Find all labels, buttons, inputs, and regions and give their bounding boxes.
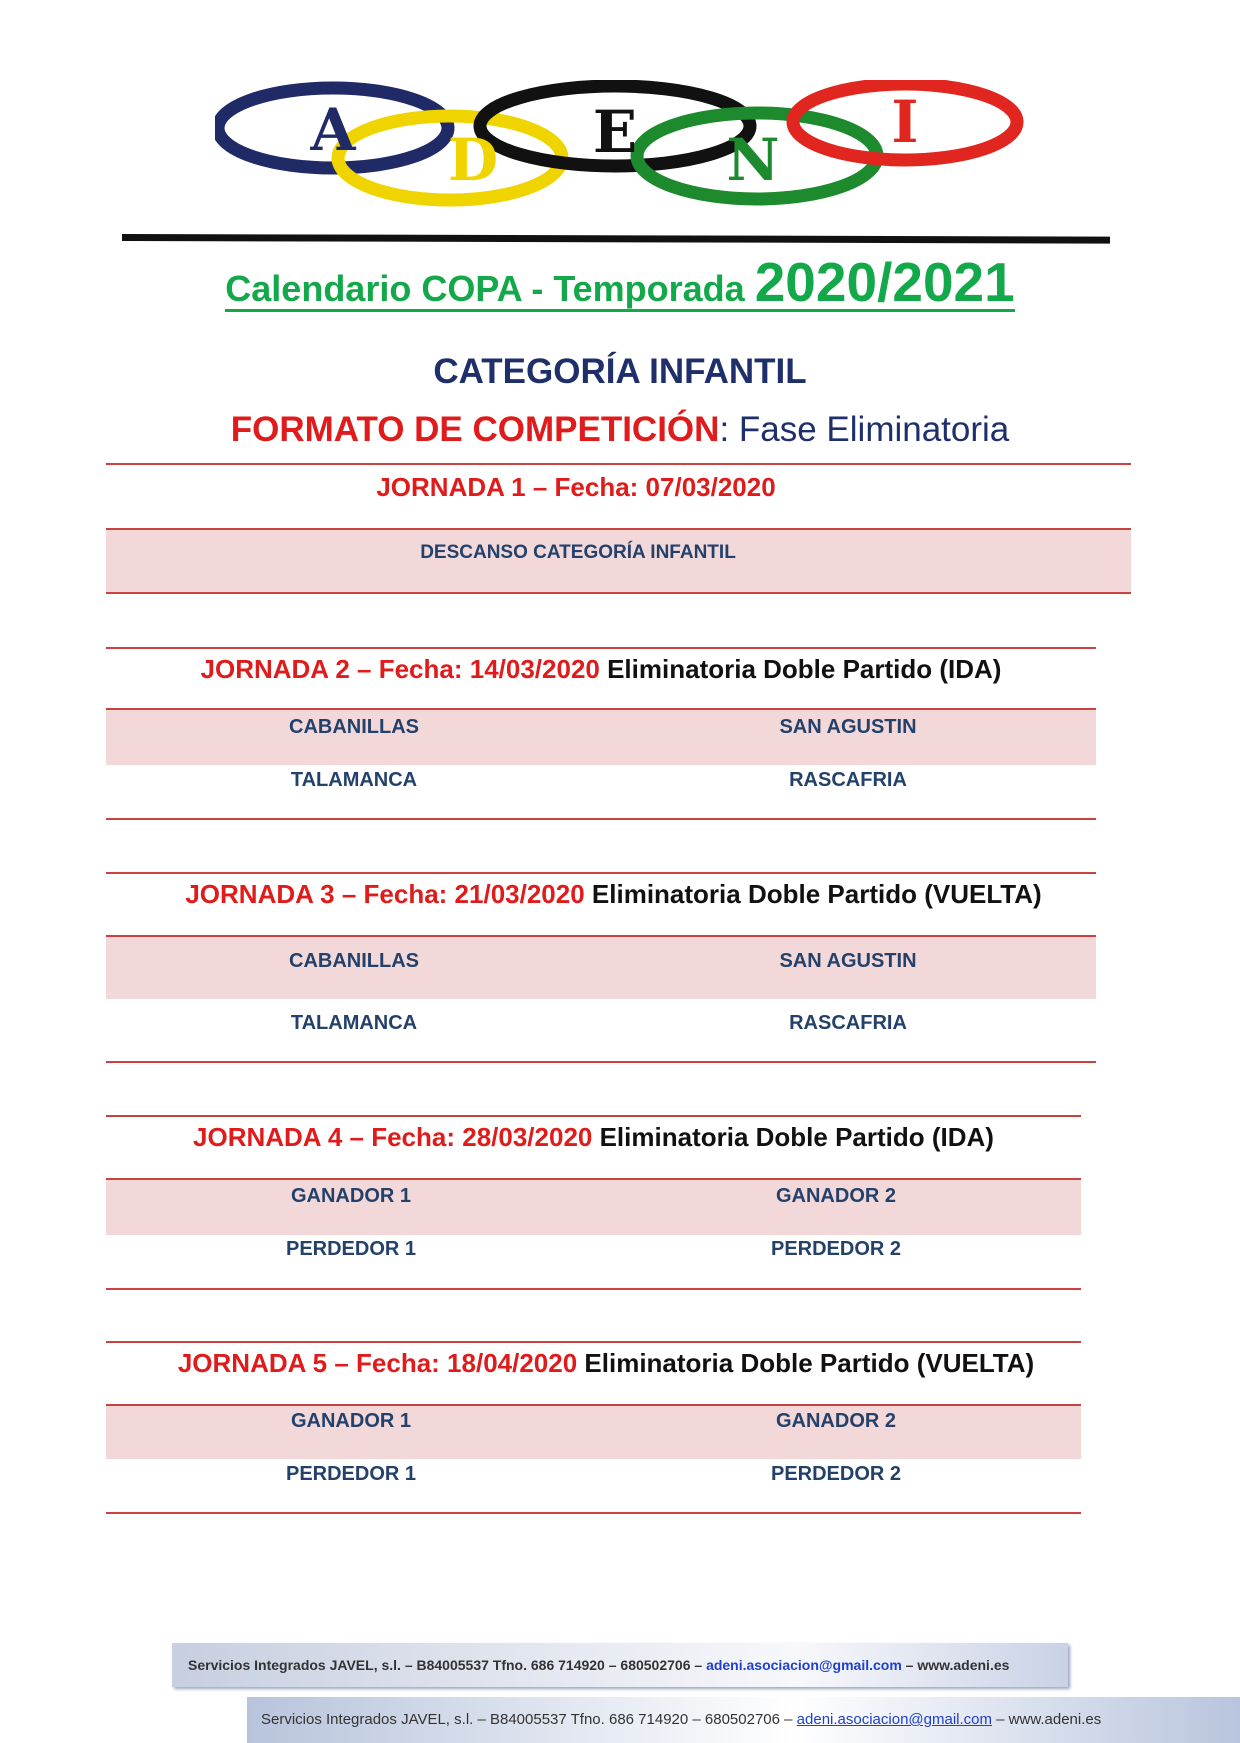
jornada-5-type: Eliminatoria Doble Partido (VUELTA) (584, 1348, 1035, 1378)
logo-letter-e: E (592, 98, 638, 166)
divider (106, 592, 1131, 594)
divider (106, 1115, 1081, 1117)
format-heading (0, 410, 1240, 450)
footer-bar (247, 1697, 1240, 1743)
logo-letter-n: N (726, 126, 780, 194)
jornada-4-match-2-away: PERDEDOR 2 (770, 1238, 902, 1260)
jornada-2-match-2-home: TALAMANCA (290, 769, 418, 791)
footer-website: – www.adeni.es (992, 1711, 1102, 1728)
jornada-3-date: JORNADA 3 – Fecha: 21/03/2020 (185, 879, 585, 909)
divider (106, 463, 1131, 465)
title-prefix: Calendario COPA - Temporada (225, 268, 745, 309)
category-heading: CATEGORÍA INFANTIL (433, 352, 807, 391)
header-rule (122, 234, 1110, 244)
footer-company: Servicios Integrados JAVEL, s.l. – B84005537 Tfno. 686 714920 – 680502706 – (188, 1657, 707, 1673)
jornada-1-note: DESCANSO CATEGORÍA INFANTIL (420, 542, 736, 563)
jornada-2-match-1-away: SAN AGUSTIN (779, 716, 917, 738)
jornada-3-match-1-home: CABANILLAS (289, 950, 419, 972)
title-season: 2020/2021 (754, 251, 1015, 313)
jornada-2-match-1-home: CABANILLAS (289, 716, 419, 738)
jornada-5-match-2-away: PERDEDOR 2 (770, 1463, 902, 1485)
footer-banner (172, 1643, 1068, 1687)
footer-email-link[interactable]: adeni.asociacion@gmail.com (796, 1711, 992, 1728)
jornada-4-match-1-home: GANADOR 1 (290, 1185, 411, 1207)
divider (106, 647, 1096, 649)
divider (106, 1512, 1081, 1514)
logo-letter-i: I (891, 88, 919, 156)
divider (106, 1288, 1081, 1290)
jornada-5-match-1-away: GANADOR 2 (775, 1410, 896, 1432)
divider (106, 872, 1096, 874)
divider (106, 1061, 1096, 1063)
logo-letter-d: D (447, 126, 499, 194)
jornada-5-date: JORNADA 5 – Fecha: 18/04/2020 (177, 1348, 578, 1378)
jornada-4-match-1-away: GANADOR 2 (775, 1185, 896, 1207)
jornada-2-type: Eliminatoria Doble Partido (IDA) (607, 654, 1002, 684)
page-title (0, 250, 1240, 314)
jornada-4-type: Eliminatoria Doble Partido (IDA) (599, 1122, 994, 1152)
format-label: FORMATO DE COMPETICIÓN (230, 410, 720, 449)
footer-email-link[interactable]: adeni.asociacion@gmail.com (706, 1657, 902, 1673)
jornada-2-date: JORNADA 2 – Fecha: 14/03/2020 (200, 654, 600, 684)
divider (106, 1341, 1081, 1343)
adeni-logo (215, 80, 1025, 215)
jornada-3-match-1-away: SAN AGUSTIN (779, 950, 917, 972)
jornada-4-heading (106, 1122, 1081, 1153)
divider (106, 818, 1096, 820)
jornada-2-heading (106, 654, 1096, 685)
jornada-2-match-2-away: RASCAFRIA (789, 769, 907, 791)
footer-website: – www.adeni.es (901, 1657, 1010, 1673)
logo-letter-a: A (310, 96, 356, 164)
title-underlined (225, 251, 1015, 313)
jornada-5-match-1-home: GANADOR 1 (290, 1410, 411, 1432)
jornada-1-date: JORNADA 1 – Fecha: 07/03/2020 (376, 472, 776, 502)
footer-company: Servicios Integrados JAVEL, s.l. – B84005537 Tfno. 686 714920 – 680502706 – (261, 1711, 797, 1728)
format-value: : Fase Eliminatoria (719, 410, 1010, 449)
jornada-5-match-2-home: PERDEDOR 1 (285, 1463, 417, 1485)
jornada-3-type: Eliminatoria Doble Partido (VUELTA) (591, 879, 1042, 909)
jornada-3-heading (106, 879, 1121, 910)
jornada-4-match-2-home: PERDEDOR 1 (285, 1238, 417, 1260)
jornada-5-heading (106, 1348, 1106, 1379)
jornada-3-match-2-away: RASCAFRIA (789, 1012, 907, 1034)
jornada-3-match-2-home: TALAMANCA (290, 1012, 418, 1034)
jornada-4-date: JORNADA 4 – Fecha: 28/03/2020 (193, 1122, 593, 1152)
jornada-1-heading (106, 472, 1046, 503)
